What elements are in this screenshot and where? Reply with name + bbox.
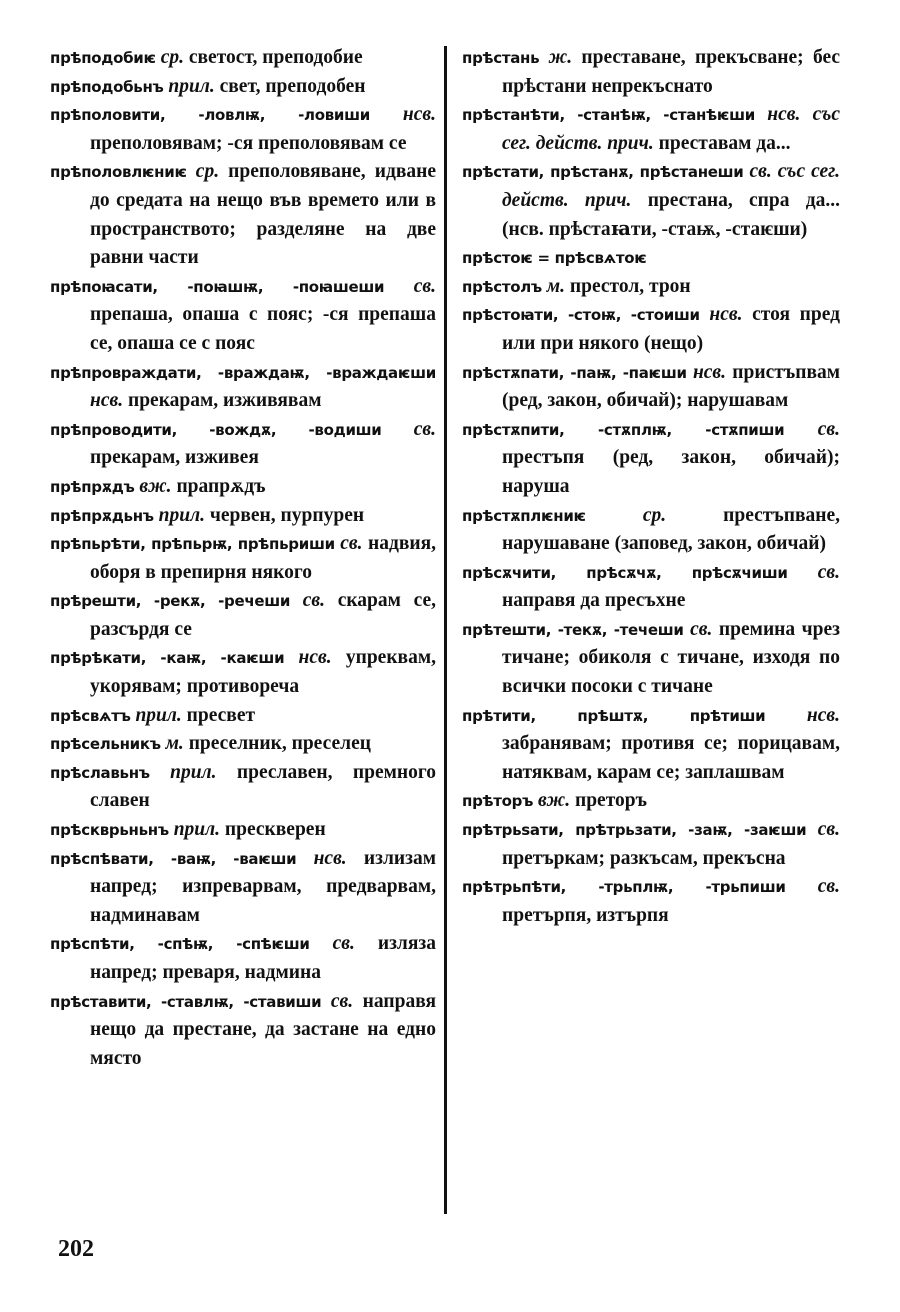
entry-headword: прѣстолъ <box>462 277 542 296</box>
entry-definition: премина чрез тичане; обиколя с тичане, изходя по всички посоки с тичане <box>502 618 841 698</box>
entry-definition: стоя пред или при някого (нещо) <box>502 304 841 354</box>
dictionary-entry <box>462 359 840 416</box>
dictionary-entry <box>50 816 436 845</box>
entry-definition: упреквам, укорявам; противореча <box>90 647 436 698</box>
entry-grammar-label: ср. <box>195 161 220 183</box>
entry-headword: прѣподобьнъ <box>50 77 164 96</box>
entry-headword: прѣстѫпати, -паѭ, -паѥши <box>462 363 687 382</box>
entry-grammar-label: ср. <box>160 47 184 68</box>
entry-grammar-label: прил. <box>158 504 205 526</box>
entry-grammar-label: св. <box>817 418 841 440</box>
entry-headword: прѣсельникъ <box>50 735 161 754</box>
entry-headword: прѣтрьѕати, прѣтрьзати, -заѭ, -заѥши <box>462 821 807 840</box>
dictionary-entry <box>50 587 436 644</box>
entry-definition: забранявам; противя се; порицавам, натяквам, карам се; заплашвам <box>502 733 840 783</box>
entry-headword: прѣстоѥ = прѣсвѧтоѥ <box>462 249 647 268</box>
dictionary-entry <box>462 416 840 502</box>
entry-headword: прѣполовлѥниѥ <box>50 163 187 182</box>
entry-grammar-label: нсв. <box>313 847 347 869</box>
entry-definition: престана, спра да... (нсв. прѣстаꙗти, -стаѭ, -стаѥши) <box>502 189 841 240</box>
column-divider <box>444 46 447 1214</box>
right-column <box>462 44 840 930</box>
entry-headword: прѣподобиѥ <box>50 49 156 67</box>
dictionary-entry <box>462 301 840 358</box>
entry-grammar-label: св. <box>330 990 354 1012</box>
entry-headword: прѣрешти, -рекѫ, -речеши <box>50 592 291 611</box>
entry-definition: надвия, оборя в препирня някого <box>90 533 437 583</box>
entry-headword: прѣпьрѣти, прѣпьрѭ, прѣпьриши <box>50 535 335 554</box>
entry-headword: прѣсвѧтъ <box>50 706 131 725</box>
dictionary-entry <box>50 530 436 587</box>
entry-definition: свет, преподобен <box>219 75 366 97</box>
entry-grammar-label: св. <box>690 618 713 640</box>
entry-definition: прекарам, изживявам <box>127 390 322 412</box>
entry-headword: прѣставити, -ставлѭ, -ставиши <box>50 992 322 1011</box>
entry-grammar-label: св. <box>302 590 326 612</box>
dictionary-entry <box>462 273 840 302</box>
entry-headword: прѣпрѫдьнъ <box>50 506 154 525</box>
dictionary-entry <box>462 559 840 616</box>
dictionary-entry <box>50 502 436 531</box>
entry-definition: престъпване, нарушаване (заповед, закон, обичай) <box>502 504 841 555</box>
entry-headword: прѣполовити, -ловлѭ, -ловиши <box>50 106 370 125</box>
dictionary-entry <box>50 988 436 1074</box>
dictionary-entry <box>462 244 840 273</box>
entry-grammar-label: св. <box>413 418 436 440</box>
entry-definition: направя нещо да престане, да застане на едно място <box>90 990 437 1069</box>
entry-grammar-label: м. <box>546 275 565 297</box>
entry-headword: прѣстанѣти, -станѣѭ, -станѣѥши <box>462 106 755 125</box>
entry-grammar-label: нсв. <box>692 361 727 383</box>
entry-definition: претърпя, изтърпя <box>502 904 669 926</box>
entry-headword: прѣстѫплѥниѥ <box>462 506 586 525</box>
dictionary-entry <box>462 702 840 788</box>
dictionary-entry <box>462 101 840 158</box>
entry-definition: преполовяване, идване до средата на нещо във времето или в пространството; разделяне на две равни части <box>90 161 437 269</box>
entry-grammar-label: ж. <box>548 47 573 68</box>
entry-headword: прѣпровраждати, -враждаѭ, -враждаѥши <box>50 363 436 382</box>
dictionary-entry <box>50 702 436 731</box>
entry-grammar-label: прил. <box>173 819 221 841</box>
dictionary-entry <box>50 644 436 701</box>
entry-headword: прѣспѣти, -спѣѭ, -спѣѥши <box>50 935 310 954</box>
entry-headword: прѣстѫпити, -стѫплѭ, -стѫпиши <box>462 420 785 439</box>
entry-headword: прѣстань <box>462 49 540 67</box>
entry-grammar-label: вж. <box>537 790 571 812</box>
entry-grammar-label: нсв. <box>709 304 743 326</box>
entry-headword: прѣславьнъ <box>50 763 150 782</box>
entry-grammar-label: прил. <box>135 704 182 726</box>
entry-definition: пресвет <box>186 704 256 726</box>
entry-grammar-label: св. <box>817 819 840 841</box>
entry-definition: прапрѫдъ <box>176 475 266 497</box>
dictionary-entry <box>50 73 436 102</box>
entry-grammar-label: нсв. <box>90 390 124 412</box>
entry-headword: прѣстати, прѣстанѫ, прѣстанеши <box>462 163 744 182</box>
entry-grammar-label: нсв. <box>402 104 436 126</box>
dictionary-entry <box>50 359 436 416</box>
entry-definition: преславен, премного славен <box>90 761 436 812</box>
entry-headword: прѣпрѫдъ <box>50 477 135 496</box>
entry-definition: преставам да... <box>658 132 791 154</box>
entry-grammar-label: св. <box>817 561 841 583</box>
entry-headword: прѣторъ <box>462 792 534 811</box>
dictionary-entry <box>50 845 436 931</box>
dictionary-entry <box>50 101 436 158</box>
page-number: 202 <box>58 1236 94 1262</box>
entry-definition: пристъпвам (ред, закон, обичай); нарушавам <box>502 361 841 412</box>
entry-headword: прѣпроводити, -вождѫ, -водиши <box>50 420 382 439</box>
entry-grammar-label: ср. <box>642 504 667 526</box>
entry-headword: прѣтити, прѣштѫ, прѣтиши <box>462 706 766 725</box>
dictionary-entry <box>50 273 436 359</box>
entry-definition: преставане, прекъсване; бес прѣстани непрекъснато <box>502 47 840 97</box>
dictionary-entry <box>50 473 436 502</box>
left-column <box>50 44 436 1073</box>
entry-definition: светост, преподобие <box>188 47 363 68</box>
entry-headword: прѣтешти, -текѫ, -течеши <box>462 620 684 639</box>
entry-definition: скарам се, разсърдя се <box>90 590 437 640</box>
dictionary-entry <box>50 44 436 73</box>
entry-grammar-label: св. <box>340 533 363 555</box>
entry-grammar-label: прил. <box>168 75 215 97</box>
entry-definition: преселник, преселец <box>188 733 371 755</box>
entry-grammar-label: м. <box>165 733 184 755</box>
entry-grammar-label: св. <box>332 933 355 955</box>
entry-headword: прѣрѣкати, -каѭ, -каѥши <box>50 649 285 668</box>
entry-grammar-label: нсв. <box>806 704 840 726</box>
entry-grammar-label: нсв. със сег. действ. прич. <box>502 104 841 154</box>
dictionary-entry <box>462 616 840 702</box>
dictionary-entry <box>50 730 436 759</box>
entry-headword: прѣспѣвати, -ваѭ, -ваѥши <box>50 849 297 868</box>
entry-definition: препаша, опаша с пояс; -ся препаша се, опаша се с пояс <box>90 304 436 354</box>
entry-headword: прѣскврьньнъ <box>50 821 169 840</box>
entry-headword: прѣпоꙗсати, -поꙗшѭ, -поꙗшеши <box>50 277 385 296</box>
entry-definition: излизам напред; изпреварвам, предварвам, надминавам <box>90 847 437 926</box>
entry-grammar-label: вж. <box>139 475 172 497</box>
entry-definition: престъпя (ред, закон, обичай); наруша <box>502 447 840 497</box>
dictionary-entry <box>50 759 436 816</box>
entry-headword: прѣстоꙗти, -стоѭ, -стоиши <box>462 306 700 325</box>
entry-definition: преторъ <box>574 790 647 812</box>
entry-definition: преполовявам; -ся преполовявам се <box>90 132 407 154</box>
entry-grammar-label: св. <box>817 876 841 898</box>
entry-definition: престол, трон <box>569 275 691 297</box>
dictionary-entry <box>462 158 840 244</box>
entry-definition: прекарам, изживея <box>90 447 259 469</box>
entry-definition: направя да пресъхне <box>502 590 686 612</box>
dictionary-entry <box>462 502 840 559</box>
dictionary-entry <box>50 158 436 272</box>
entry-grammar-label: св. със сег. действ. прич. <box>502 161 840 211</box>
entry-grammar-label: прил. <box>170 761 217 783</box>
dictionary-entry <box>462 816 840 873</box>
dictionary-entry <box>50 930 436 987</box>
entry-headword: прѣсѫчити, прѣсѫчѫ, прѣсѫчиши <box>462 563 788 582</box>
dictionary-entry <box>50 416 436 473</box>
entry-definition: претъркам; разкъсам, прекъсна <box>502 847 786 869</box>
dictionary-entry <box>462 873 840 930</box>
entry-headword: прѣтрьпѣти, -трьплѭ, -трьпиши <box>462 878 786 897</box>
entry-grammar-label: нсв. <box>298 647 332 669</box>
entry-definition: прескверен <box>224 819 326 841</box>
dictionary-entry <box>462 787 840 816</box>
entry-grammar-label: св. <box>413 275 436 297</box>
dictionary-entry <box>462 44 840 101</box>
entry-definition: изляза напред; преваря, надмина <box>90 933 436 983</box>
entry-definition: червен, пурпурен <box>209 504 365 526</box>
